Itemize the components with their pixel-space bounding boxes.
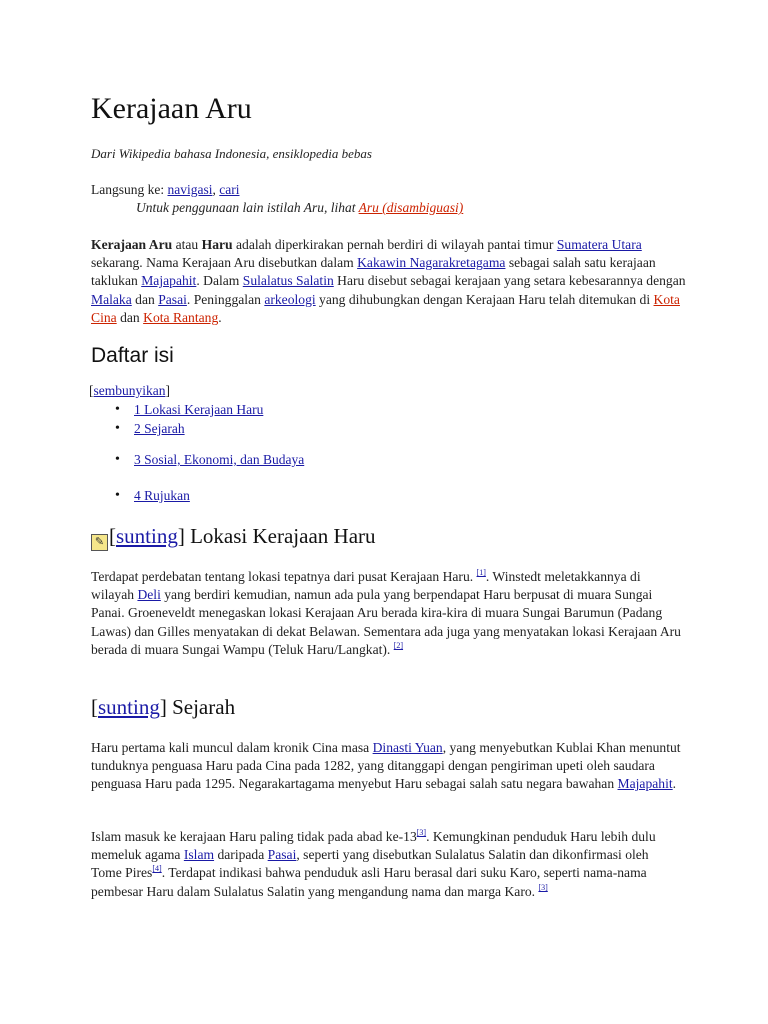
ref-2-link[interactable]: [2]: [393, 640, 404, 650]
jump-links: [91, 182, 239, 198]
jump-prefix: Langsung ke:: [91, 182, 168, 197]
text: , seperti yang disebutkan Sulalatus Salatin dan dikonfirmasi oleh Tome Pires: [91, 847, 649, 881]
text: Islam masuk ke kerajaan Haru paling tidak pada abad ke-13: [91, 829, 417, 844]
link-malaka[interactable]: Malaka: [91, 291, 132, 307]
text: .: [672, 776, 677, 792]
bold-term-aru: Kerajaan Aru: [91, 237, 173, 252]
bracket: ]: [159, 695, 167, 719]
text: . Terdapat indikasi bahwa penduduk asli Haru berasal dari suku Karo, seperti nama-nama pembesar Haru dalam Sulalatus Salatin yang mengandung nama dan marga Karo.: [91, 865, 647, 899]
link-majapahit[interactable]: Majapahit: [141, 273, 197, 289]
link-kota-cina[interactable]: Kota Cina: [91, 291, 680, 325]
text: dan: [131, 291, 159, 307]
bracket: ]: [165, 383, 170, 398]
section-title-sejarah: Sejarah: [166, 695, 236, 719]
site-tagline: Dari Wikipedia bahasa Indonesia, ensiklopedia bebas: [91, 146, 372, 161]
lokasi-paragraph: [91, 568, 681, 659]
bracket: [: [91, 695, 98, 719]
bracket: ]: [177, 524, 185, 548]
sejarah-paragraph-2: [91, 828, 681, 901]
ref-5: [538, 883, 547, 892]
text: , yang menyebutkan Kublai Khan menuntut tunduknya penguasa Haru pada Cina pada 1282, yang ditanggapi dengan pengiriman upeti oleh saudara penguasa Haru pada 1295. Negarakartagama menyebut Haru sebagai salah satu negara bawahan: [91, 740, 681, 792]
text: . Dalam: [196, 273, 243, 289]
text: . Kemungkinan penduduk Haru lebih dulu memeluk agama: [91, 829, 656, 863]
text: sekarang. Nama Kerajaan Aru disebutkan dalam: [91, 255, 358, 271]
ref-3: [417, 828, 426, 837]
toc-link-lokasi[interactable]: 1 Lokasi Kerajaan Haru: [134, 402, 264, 417]
toc-hide-link[interactable]: sembunyikan: [93, 383, 166, 398]
text: .: [218, 309, 222, 325]
text: dan: [116, 309, 144, 325]
link-kakawin[interactable]: Kakawin Nagarakretagama: [357, 255, 506, 271]
toc-title: Daftar isi: [91, 344, 174, 367]
text: . Peninggalan: [186, 291, 265, 307]
jump-search-link[interactable]: cari: [219, 182, 240, 197]
section-heading-sejarah: [91, 695, 235, 720]
link-kota-rantang[interactable]: Kota Rantang: [143, 309, 219, 325]
ref-4: [152, 864, 161, 873]
text: sebagai salah satu kerajaan taklukan: [91, 255, 656, 289]
edit-icon[interactable]: ✎: [91, 534, 108, 551]
toc-item-sosial: [116, 452, 304, 468]
page-title: Kerajaan Aru: [91, 92, 252, 125]
ref-1-link[interactable]: [1]: [476, 568, 486, 577]
text: Terdapat perdebatan tentang lokasi tepatnya dari pusat Kerajaan Haru.: [91, 569, 477, 584]
text: Haru disebut sebagai kerajaan yang setara kebesarannya dengan: [333, 273, 686, 289]
link-sumatera-utara[interactable]: Sumatera Utara: [556, 237, 642, 252]
toc-link-sejarah[interactable]: 2 Sejarah: [134, 421, 185, 436]
hatnote-text: Untuk penggunaan lain istilah Aru, lihat: [136, 200, 359, 215]
intro-paragraph: [91, 236, 691, 327]
jump-navigation-link[interactable]: navigasi: [167, 182, 213, 197]
text: adalah diperkirakan pernah berdiri di wilayah pantai timur: [232, 237, 557, 252]
ref-4-link[interactable]: [4]: [152, 864, 162, 874]
text: atau: [172, 237, 202, 252]
bracket: [: [109, 524, 116, 548]
section-title-lokasi: Lokasi Kerajaan Haru: [184, 524, 376, 548]
link-sulalatus-salatin[interactable]: Sulalatus Salatin: [242, 273, 334, 289]
toc-item-rujukan: [116, 488, 190, 504]
text: . Winstedt meletakkannya di wilayah: [91, 569, 641, 603]
text: daripada: [214, 847, 268, 863]
ref-1: [477, 568, 486, 577]
edit-section-sejarah-link[interactable]: sunting: [98, 695, 160, 719]
hatnote: [136, 200, 463, 216]
ref-3-link[interactable]: [3]: [416, 828, 427, 837]
ref-2: [394, 641, 403, 650]
edit-section-lokasi-link[interactable]: sunting: [116, 524, 178, 548]
link-deli[interactable]: Deli: [137, 587, 161, 603]
section-heading-lokasi: [91, 524, 376, 551]
toc-link-rujukan[interactable]: 4 Rujukan: [134, 488, 190, 503]
bracket: [: [89, 383, 94, 398]
link-arkeologi[interactable]: arkeologi: [264, 291, 316, 307]
text: yang berdiri kemudian, namun ada pula yang berpendapat Haru berpusat di muara Sungai Panai. Groeneveldt menegaskan lokasi Kerajaan Aru berada kira-kira di muara Sungai Barumun (Padang Lawas) dan Gilles menyatakan di dekat Belawan. Sementara ada juga yang menyatakan lokasi Kerajaan Aru berada di muara Sungai Wampu (Teluk Haru/Langkat).: [91, 587, 681, 657]
link-majapahit-2[interactable]: Majapahit: [617, 776, 673, 792]
toc-item-lokasi: [116, 402, 263, 418]
toc-link-sosial[interactable]: 3 Sosial, Ekonomi, dan Budaya: [134, 452, 305, 467]
text: yang dihubungkan dengan Kerajaan Haru telah ditemukan di: [315, 291, 654, 307]
toc-item-sejarah: [116, 421, 185, 437]
sejarah-paragraph-1: [91, 739, 681, 794]
link-islam[interactable]: Islam: [183, 847, 215, 863]
toc-toggle: [89, 383, 170, 399]
text: Haru pertama kali muncul dalam kronik Cina masa: [91, 740, 373, 755]
jump-separator: ,: [212, 182, 220, 197]
disambiguation-link[interactable]: Aru (disambiguasi): [358, 200, 464, 215]
bold-term-haru: Haru: [201, 237, 233, 252]
link-pasai[interactable]: Pasai: [158, 291, 187, 307]
link-dinasti-yuan[interactable]: Dinasti Yuan: [372, 740, 443, 755]
link-pasai-2[interactable]: Pasai: [267, 847, 297, 863]
ref-5-link[interactable]: [3]: [538, 882, 548, 892]
